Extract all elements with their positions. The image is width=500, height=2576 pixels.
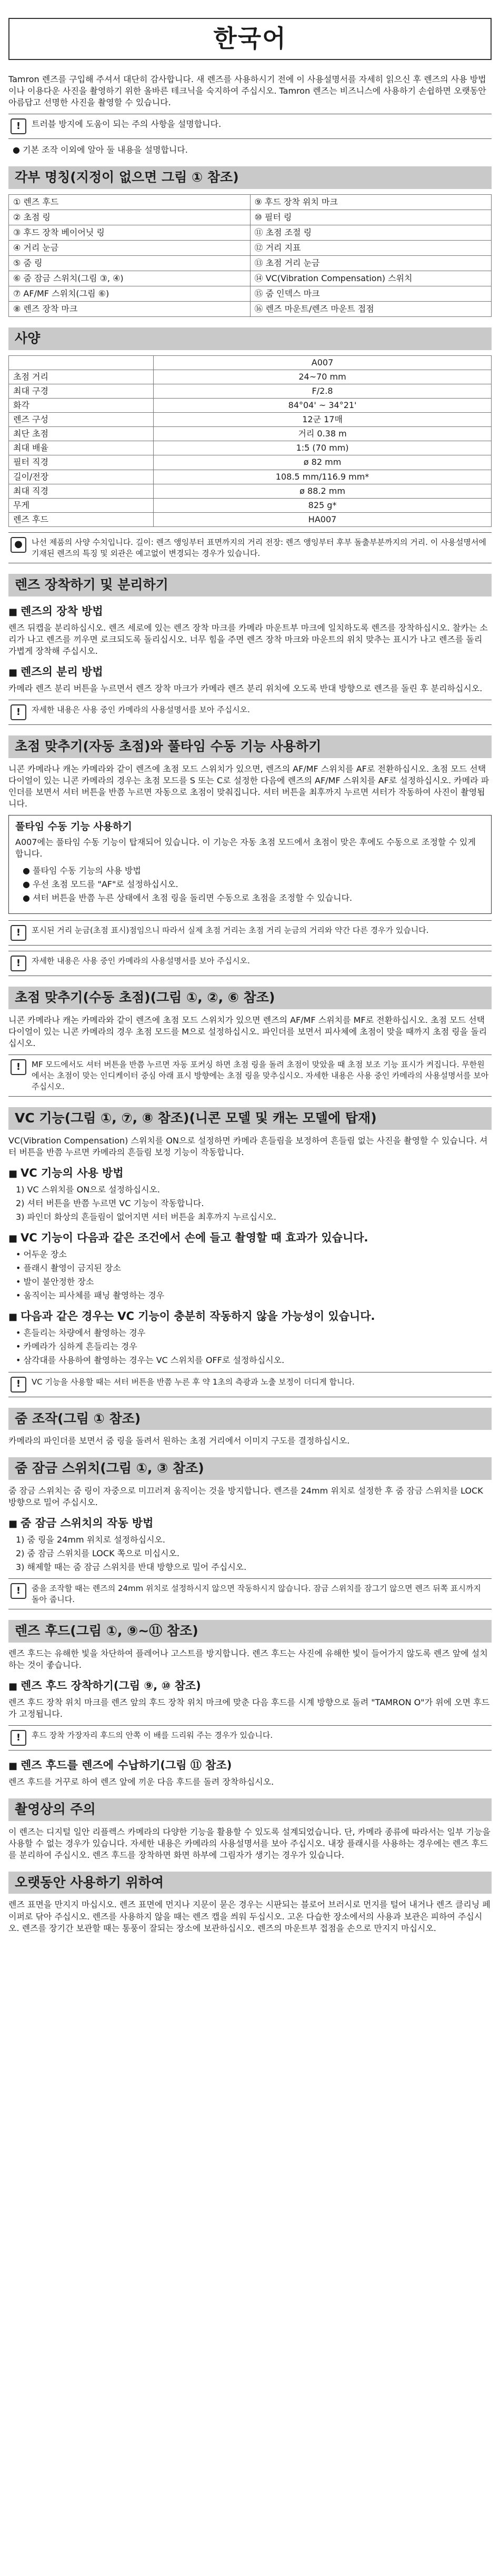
page-title: 한국어: [213, 24, 287, 53]
table-row: [9, 225, 492, 240]
table-cell: ⑤ 줌 링: [9, 256, 251, 271]
list-item: 3) 해제할 때는 줌 잠금 스위치를 반대 방향으로 밀어 주십시오.: [16, 1561, 247, 1572]
section-manual-title: 초점 맞추기(수동 초점)(그림 ①, ②, ⑥ 참조): [8, 987, 492, 1009]
fulltime-list: [23, 865, 485, 904]
caution-icon: !: [11, 118, 26, 134]
focus-notice-2: [8, 951, 492, 976]
table-row: [9, 399, 492, 413]
list-item: ● 셔터 버튼을 반쯤 누른 상태에서 초점 링을 돌리면 수동으로 초점을 조정할 수 있습니다.: [23, 893, 353, 903]
specs-notice-text: 나선 제품의 사양 수치입니다. 길이: 렌즈 앵잉부터 표면까지의 거리 전장: 렌즈 앵잉부터 후부 돌출부분까지의 거리. 이 사용설명서에 기재된 렌즈의 특징 및 외관은 예고없이 변경되는 경우가 있습니다.: [32, 537, 486, 558]
vc-notice-text: VC 기능을 사용할 때는 셔터 버튼을 반쯤 누른 후 약 1초의 측광과 노출 보정이 더디게 합니다.: [32, 1377, 355, 1387]
table-row: [9, 470, 492, 484]
care-text: 렌즈 표면을 만지지 마십시오. 렌즈 표면에 먼지나 지문이 묻은 경우는 시판되는 블로어 브러시로 먼지를 털어 내거나 렌즈 클리닝 페이퍼로 닦아 주십시오. 렌즈를 사용하지 않을 때는 렌즈 캡을 씌워 두십시오. 고온 다습한 장소에서의 사용과 보관은 피하여 주십시오. 렌즈를 장기간 보관할 때는 통풍이 잘되는 장소에 보관하십시오. 렌즈의 마운트부 접점을 손으로 만지지 마십시오.: [8, 1899, 491, 1933]
caution-notice: [8, 114, 492, 139]
hood-attach-text: 렌즈 후드 장착 위치 마크를 렌즈 앞의 후드 장착 위치 마크에 맞춘 다음 후드를 시계 방향으로 돌려 "TAMRON O"가 위에 오면 후드가 고정됩니다.: [8, 1697, 490, 1719]
table-cell: ⑮ 줌 인덱스 마크: [250, 286, 492, 302]
manual-text: 니콘 카메라나 캐논 카메라와 같이 렌즈에 초점 모드 스위치가 있으면 렌즈의 AF/MF 스위치를 MF로 전환하십시오. 초점 모드 선택 다이얼이 있는 니콘 카메라의 경우 초점 모드를 M으로 설정하십시오. 파인더를 보면서 피사체에 초점이 맞을 때까지 초점 링을 돌리십시오.: [8, 1015, 487, 1049]
table-cell: ⑥ 줌 잠금 스위치(그림 ③, ④): [9, 271, 251, 286]
caution-icon: !: [11, 1583, 26, 1599]
table-cell: 무게: [9, 498, 154, 512]
table-cell: 108.5 mm/116.9 mm*: [154, 470, 492, 484]
ring-icon: ●: [11, 537, 26, 553]
vc-limit-title: ■ 다음과 같은 경우는 VC 기능이 충분히 작동하지 않을 가능성이 있습니다.: [8, 1309, 492, 1324]
list-item: 2) 셔터 버튼을 반쯤 누르면 VC 기능이 작동합니다.: [16, 1198, 204, 1208]
list-item: • 어두운 장소: [16, 1249, 67, 1260]
table-row: [9, 484, 492, 498]
mount-attach-text: 렌즈 뒤캡을 분리하십시오. 렌즈 세로에 있는 렌즈 장착 마크를 카메라 마운트부 마크에 일치하도록 렌즈를 장착하십시오. 찰카는 소리가 나고 렌즈를 끼우면 로크되도록 돌리십시오. 너무 힘을 주면 렌즈 장착 마크와 마운트의 위치 맞추는 표시가 나고 렌즈를 돌리 가볍게 장착해 주십시오.: [8, 622, 488, 656]
intro-paragraph: Tamron 렌즈를 구입해 주셔서 대단히 감사합니다. 새 렌즈를 사용하시기 전에 이 사용설명서를 자세히 읽으신 후 렌즈의 사용 방법이나 이용다운 사진을 촬영하기 위한 올바른 테크닉을 숙지하여 주십시오. Tamron 렌즈는 비즈니스에 사용하기 손쉽하면 오랫동안 아름답고 선명한 사진을 촬영할 수 있습니다.: [8, 74, 486, 108]
memo-text: 기본 조작 이외에 알아 둘 내용을 설명합니다.: [23, 145, 188, 155]
table-row: [9, 441, 492, 455]
table-row: [9, 194, 492, 210]
list-item: 2) 줌 잠금 스위치를 LOCK 쪽으로 미십시오.: [16, 1548, 180, 1558]
caution-icon: !: [11, 1730, 26, 1746]
focus-notice-1: [8, 920, 492, 946]
table-cell: 길이/전장: [9, 470, 154, 484]
focus-notice-2-text: 자세한 내용은 사용 중인 카메라의 사용설명서를 보아 주십시오.: [32, 956, 250, 966]
table-row: [9, 286, 492, 302]
caution-icon: !: [11, 704, 26, 720]
list-item: • 카메라가 심하게 흔들리는 경우: [16, 1341, 137, 1352]
vc-text: VC(Vibration Compensation) 스위치를 ON으로 설정하면 카메라 흔들림을 보정하여 흔들림 없는 사진을 촬영할 수 있습니다. 셔터 버튼을 반쯤 누르면 카메라의 흔들림 보정 기능이 작동합니다.: [8, 1135, 488, 1157]
hood-store-title: ■ 렌즈 후드를 렌즈에 수납하기(그림 ⑪ 참조): [8, 1758, 492, 1773]
table-cell: ⑧ 렌즈 장착 마크: [9, 302, 251, 317]
table-row: [9, 355, 492, 370]
zoom-text: 카메라의 파인더를 보면서 줌 링을 돌려서 원하는 초점 거리에서 이미지 구도를 결정하십시오.: [8, 1436, 350, 1446]
fulltime-box: [8, 815, 492, 914]
hood-text: 렌즈 후드는 유해한 빛을 차단하여 플레어나 고스트를 방지합니다. 렌즈 후드는 사진에 유해한 빛이 들어가지 않도록 렌즈 앞에 설치하는 것이 좋습니다.: [8, 1648, 488, 1670]
section-zoom-title: 줌 조작(그림 ① 참조): [8, 1408, 492, 1430]
section-vc-title: VC 기능(그림 ①, ⑦, ⑧ 참조)(니콘 모델 및 캐논 모델에 탑재): [8, 1107, 492, 1130]
vc-use-title: ■ VC 기능의 사용 방법: [8, 1166, 492, 1181]
table-cell: 거리 0.38 m: [154, 427, 492, 441]
specs-table: [8, 355, 492, 527]
focus-notice-1-text: 포시된 거리 눈금(초점 표시)점임으니 따라서 실제 초점 거리는 초점 거리 눈금의 거리와 약간 다른 경우가 있습니다.: [32, 926, 429, 936]
vc-cases-list: [16, 1249, 492, 1301]
table-row: [9, 210, 492, 225]
table-cell: ⑯ 렌즈 마운트/렌즈 마운트 접점: [250, 302, 492, 317]
manual-notice-text: MF 모드에서도 셔터 버튼을 반쯤 누르면 자동 포커싱 하면 초점 링을 돌려 초점이 맞았을 때 초점 보조 기능 표시가 켜집니다. 무한원에서는 초점이 맞는 인디케이터 중심 아래 표시 방향에는 초점 링을 맞추십시오. 자세한 내용은 사용 중인 카메라의 사용설명서를 보아 주십시오.: [32, 1060, 489, 1091]
hood-attach-title: ■ 렌즈 후드 장착하기(그림 ⑨, ⑩ 참조): [8, 1678, 492, 1694]
section-specs-title: 사양: [8, 327, 492, 350]
zoom-notice: [8, 1578, 492, 1609]
table-row: [9, 271, 492, 286]
fulltime-title: 풀타임 수동 기능 사용하기: [15, 820, 132, 832]
table-cell: 필터 직경: [9, 455, 154, 470]
table-row: [9, 455, 492, 470]
table-row: [9, 384, 492, 399]
table-cell: ① 렌즈 후드: [9, 194, 251, 210]
table-cell: 화각: [9, 399, 154, 413]
manual-notice: [8, 1055, 492, 1097]
section-zoomlock-title: 줌 잠금 스위치(그림 ①, ③ 참조): [8, 1457, 492, 1480]
mount-notice: [8, 700, 492, 725]
table-cell: 최대 배율: [9, 441, 154, 455]
zoomlock-use-title: ■ 줌 잠금 스위치의 작동 방법: [8, 1516, 492, 1531]
table-cell: 24~70 mm: [154, 370, 492, 384]
zoomlock-list: [16, 1534, 492, 1573]
specs-notice: [8, 532, 492, 563]
table-cell: 12군 17매: [154, 413, 492, 427]
table-cell: ⑬ 초점 거리 눈금: [250, 256, 492, 271]
vc-notice: [8, 1372, 492, 1397]
table-cell: ④ 거리 눈금: [9, 241, 251, 256]
table-cell: 렌즈 구성: [9, 413, 154, 427]
hood-notice-text: 후드 장착 가장자리 후드의 안쪽 이 배를 드리워 주는 경우가 있습니다.: [32, 1730, 273, 1740]
section-care-title: 오랫동안 사용하기 위하여: [8, 1872, 492, 1894]
section-shooting-title: 촬영상의 주의: [8, 1798, 492, 1821]
table-cell: A007: [154, 355, 492, 370]
list-item: • 발이 불안정한 장소: [16, 1277, 94, 1287]
memo-bullet-icon: ●: [13, 145, 23, 155]
table-cell: 초점 거리: [9, 370, 154, 384]
table-cell: ø 82 mm: [154, 455, 492, 470]
caution-icon: !: [11, 1059, 26, 1075]
table-cell: ⑩ 필터 링: [250, 210, 492, 225]
list-item: 3) 파인더 화상의 흔들림이 없어지면 셔터 버튼을 최후까지 누르십시오.: [16, 1212, 276, 1222]
list-item: ● 풀타임 수동 기능의 사용 방법: [23, 866, 141, 876]
list-item: 1) 줌 링을 24mm 위치로 설정하십시오.: [16, 1534, 165, 1545]
table-cell: 렌즈 후드: [9, 512, 154, 526]
focus-text: 니콘 카메라나 캐논 카메라와 같이 렌즈에 초점 모드 스위치가 있으면, 렌즈의 AF/MF 스위치를 AF로 전환하십시오. 초점 모드 선택 다이얼이 있는 니콘 카메라의 경우는 초점 모드를 S 또는 C로 설정한 다음에 렌즈의 AF/MF 스위치를 AF로 설정하십시오. 카메라 파인더를 보면서 셔터 버튼을 반쯤 누르면 자동으로 초점이 맞춰집니다. 셔터 버튼을 최후까지 누르면 셔터가 작동하여 사진이 촬영됩니다.: [8, 763, 489, 809]
table-row: [9, 427, 492, 441]
table-cell: 최단 초점: [9, 427, 154, 441]
table-row: [9, 241, 492, 256]
table-cell: ⑨ 후드 장착 위치 마크: [250, 194, 492, 210]
table-cell: 최대 직경: [9, 484, 154, 498]
mount-detach-text: 카메라 렌즈 분리 버튼을 누르면서 렌즈 장착 마크가 카메라 렌즈 분리 위치에 오도록 반대 방향으로 렌즈를 돌린 후 분리하십시오.: [8, 683, 483, 693]
section-mount-title: 렌즈 장착하기 및 분리하기: [8, 574, 492, 596]
vc-use-list: [16, 1184, 492, 1223]
caution-text: 트러블 방지에 도움이 되는 주의 사항을 설명합니다.: [32, 119, 222, 130]
table-cell: ⑪ 초점 조절 링: [250, 225, 492, 240]
table-cell: ② 초점 링: [9, 210, 251, 225]
caution-icon: !: [11, 925, 26, 941]
table-row: [9, 512, 492, 526]
zoom-notice-text: 줌을 조작할 때는 렌즈의 24mm 위치로 설정하시지 않으면 작동하시지 않습니다. 잠금 스위치를 잠그기 않으면 렌즈 뒤쪽 표시까지 돌아 줍니다.: [32, 1584, 481, 1604]
table-cell: ⑦ AF/MF 스위치(그림 ⑥): [9, 286, 251, 302]
shooting-text: 이 렌즈는 디지털 일안 리플렉스 카메라의 다양한 기능을 활용할 수 있도록 설계되었습니다. 단, 카메라 종류에 따라서는 일부 기능을 사용할 수 없는 경우가 있습니다. 자세한 내용은 카메라의 사용설명서를 보아 주십시오. 내장 플래시를 사용하는 경우에는 렌즈 후드를 분리하여 주십시오. 렌즈 후드를 장착하면 화면 하부에 그림자가 생기는 경우가 있습니다.: [8, 1826, 491, 1860]
list-item: 1) VC 스위치를 ON으로 설정하십시오.: [16, 1184, 161, 1195]
table-cell: F/2.8: [154, 384, 492, 399]
table-row: [9, 302, 492, 317]
hood-notice: [8, 1725, 492, 1751]
zoomlock-text: 줌 잠금 스위치는 줌 링이 자중으로 미끄러져 움직이는 것을 방지합니다. 렌즈를 24mm 위치로 설정한 후 줌 잠금 스위치를 LOCK 방향으로 밀어 주십시오.: [8, 1485, 483, 1507]
table-cell: ø 88.2 mm: [154, 484, 492, 498]
section-parts-title: 각부 명칭(지정이 없으면 그림 ① 참조): [8, 166, 492, 189]
mount-notice-text: 자세한 내용은 사용 중인 카메라의 사용설명서를 보아 주십시오.: [32, 705, 250, 714]
table-row: [9, 498, 492, 512]
caution-icon: !: [11, 956, 26, 971]
table-cell: ⑭ VC(Vibration Compensation) 스위치: [250, 271, 492, 286]
table-cell: 825 g*: [154, 498, 492, 512]
table-cell: 최대 구경: [9, 384, 154, 399]
table-cell: ③ 후드 장착 베이어닛 링: [9, 225, 251, 240]
table-cell: 1:5 (70 mm): [154, 441, 492, 455]
list-item: • 삼각대를 사용하여 촬영하는 경우는 VC 스위치를 OFF로 설정하십시오.: [16, 1355, 285, 1366]
parts-table: [8, 194, 492, 317]
list-item: ● 우선 초점 모드를 "AF"로 설정하십시오.: [23, 879, 178, 890]
mount-attach-title: ■ 렌즈의 장착 방법: [8, 604, 492, 619]
table-cell: 84°04' ~ 34°21': [154, 399, 492, 413]
table-cell: [9, 355, 154, 370]
mount-detach-title: ■ 렌즈의 분리 방법: [8, 664, 492, 680]
memo-line: [13, 144, 492, 156]
title-bar: [8, 18, 492, 60]
section-hood-title: 렌즈 후드(그림 ①, ⑨~⑪ 참조): [8, 1620, 492, 1643]
table-row: [9, 413, 492, 427]
table-cell: HA007: [154, 512, 492, 526]
list-item: • 흔들리는 차량에서 촬영하는 경우: [16, 1328, 146, 1338]
table-row: [9, 370, 492, 384]
vc-cases-title: ■ VC 기능이 다음과 같은 조건에서 손에 들고 촬영할 때 효과가 있습니다.: [8, 1230, 492, 1246]
list-item: • 플래시 촬영이 금지된 장소: [16, 1263, 121, 1274]
hood-store-text: 렌즈 후드를 거꾸로 하여 렌즈 앞에 끼운 다음 후드를 돌려 장착하십시오.: [8, 1777, 274, 1787]
table-cell: ⑫ 거리 지표: [250, 241, 492, 256]
section-focus-title: 초점 맞추기(자동 초점)와 풀타임 수동 기능 사용하기: [8, 735, 492, 758]
caution-icon: !: [11, 1377, 26, 1393]
vc-limit-list: [16, 1327, 492, 1366]
table-row: [9, 256, 492, 271]
list-item: • 움직이는 피사체를 패닝 촬영하는 경우: [16, 1290, 165, 1301]
fulltime-text: A007에는 풀타임 수동 기능이 탑재되어 있습니다. 이 기능은 자동 초점 모드에서 초점이 맞은 후에도 수동으로 조정할 수 있게 합니다.: [15, 837, 476, 859]
